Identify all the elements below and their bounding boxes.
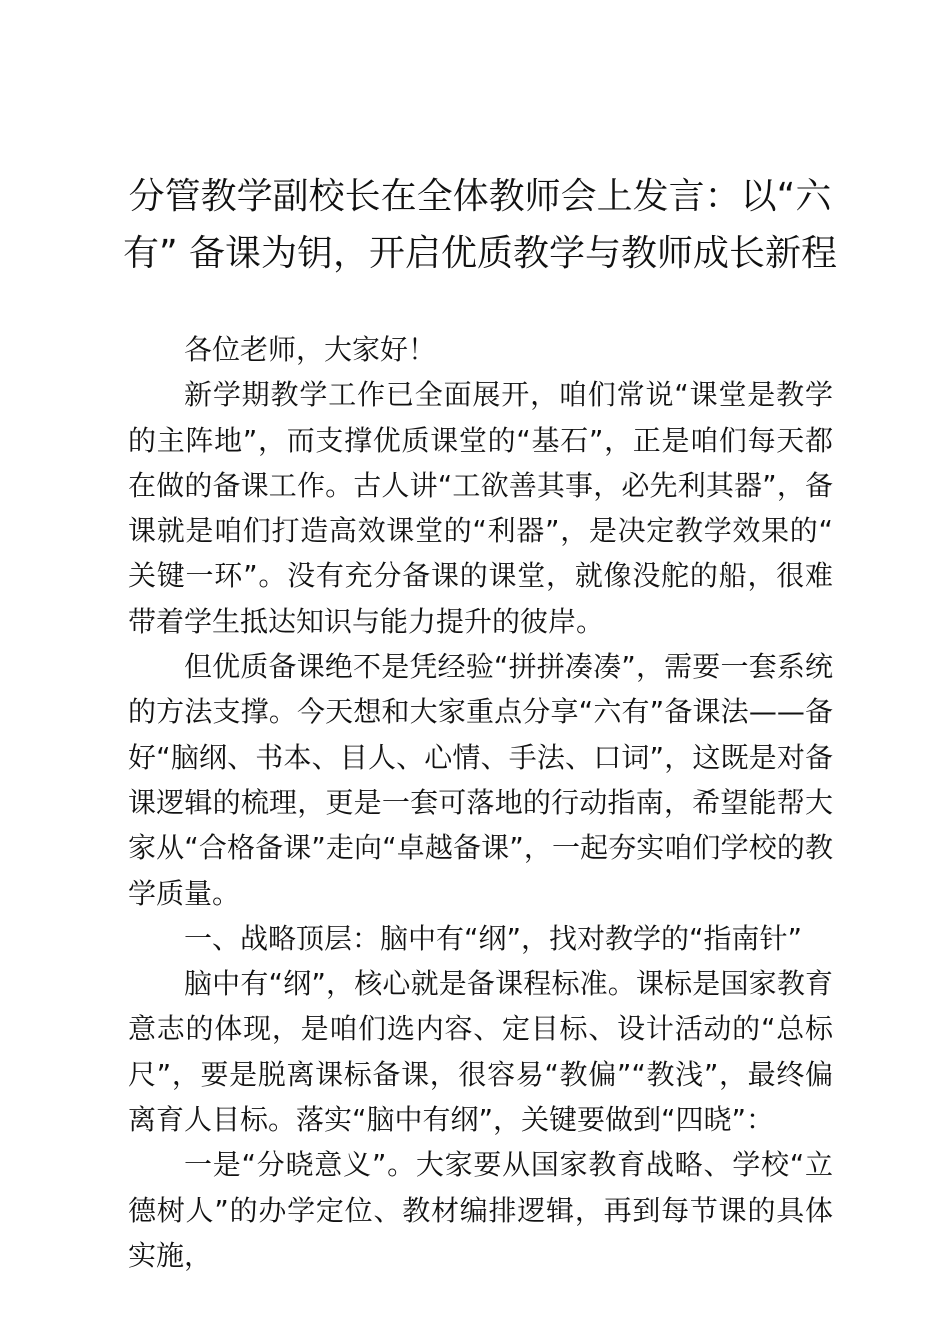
paragraph-greeting: 各位老师，大家好！	[184, 333, 437, 366]
paragraph-curriculum: 脑中有“纲”，核心就是备课程标准。课标是国家教育意志的体现，是咱们选内容、定目标、设计活动的“总标尺”，要是脱离课标备课，很容易“教偏”“教浅”，最终偏离育人目标。落实“脑中有纲”，关键要做到“四晓”：	[128, 967, 833, 1137]
paragraph-point-one: 一是“分晓意义”。大家要从国家教育战略、学校“立德树人”的办学定位、教材编排逻辑，再到每节课的具体实施，	[128, 1148, 833, 1272]
section-heading-1: 一、战略顶层：脑中有“纲”，找对教学的“指南针”	[184, 921, 803, 955]
paragraph-method: 但优质备课绝不是凭经验“拼拼凑凑”，需要一套系统的方法支撑。今天想和大家重点分享“六有”备课法——备好“脑纲、书本、目人、心情、手法、口词”，这既是对备课逻辑的梳理，更是一套可落地的行动指南，希望能帮大家从“合格备课”走向“卓越备课”，一起夯实咱们学校的教学质量。	[128, 650, 833, 910]
document-title: 分管教学副校长在全体教师会上发言：以“六有” 备课为钥，开启优质教学与教师成长新程	[122, 176, 838, 274]
paragraph-intro: 新学期教学工作已全面展开，咱们常说“课堂是教学的主阵地”，而支撑优质课堂的“基石”，正是咱们每天都在做的备课工作。古人讲“工欲善其事，必先利其器”，备课就是咱们打造高效课堂的“利器”，是决定教学效果的“关键一环”。没有充分备课的课堂，就像没舵的船，很难带着学生抵达知识与能力提升的彼岸。	[128, 378, 833, 638]
document-body	[128, 327, 833, 1278]
